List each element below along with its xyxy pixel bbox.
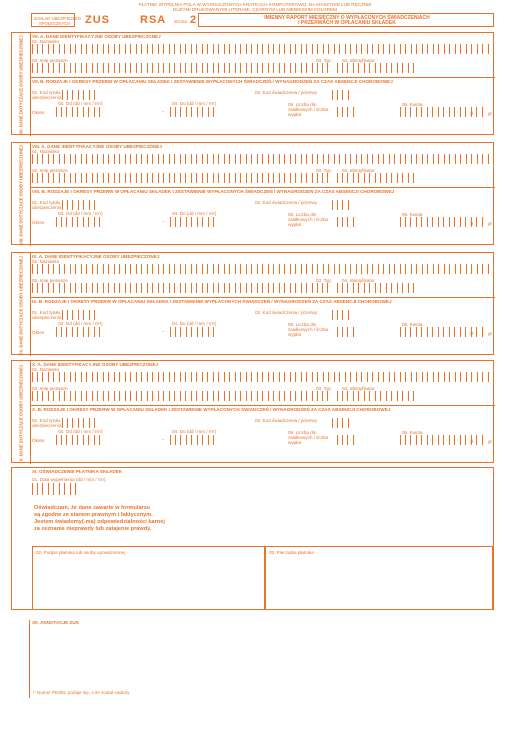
type-label: 03. Typ (316, 168, 331, 173)
days-label-1: 05. Liczba dni (288, 212, 317, 217)
first-name-cells[interactable] (32, 173, 318, 183)
date-from-cells[interactable] (56, 217, 100, 227)
benefit-code-label: 02. Kod świadczenia / przerwy (255, 90, 318, 95)
days-label-2: zasiłkowych / liczba (288, 435, 329, 440)
identifier-cells[interactable] (337, 63, 414, 73)
insurance-code-cells[interactable] (62, 90, 95, 100)
date-from-cells[interactable] (56, 435, 100, 445)
page-number: 2 (190, 14, 198, 26)
side-label: X. DANE DOTYCZĄCE OSOBY UBEZPIECZONEJ (18, 364, 24, 461)
b-section-title: X. B. RODZAJE I OKRESY PRZERW W OPŁACANIU SKŁADEK I ZESTAWIENIE WYPŁACONYCH ŚWIADCZEŃ / WYNAGRODZEŃ ZA CZAS ABSENCJI CHOROBOWEJ (32, 407, 391, 412)
title-line1: IMIENNY RAPORT MIESIĘCZNY O WYPŁACONYCH ŚWIADCZENIACH (264, 15, 430, 21)
type-cell[interactable] (322, 63, 328, 73)
side-label-wrap (12, 33, 30, 136)
date-dash: – (162, 219, 165, 224)
surname-label: 01. Nazwisko (32, 149, 60, 154)
footnote: ¹⁾ Numer PESEL podaje się, o ile został nadany. (33, 690, 131, 695)
days-cells[interactable] (337, 217, 354, 227)
ab-divider (30, 405, 495, 406)
days-label-3: wypłat (288, 112, 302, 117)
insurance-code-label-1: 01. Kod tytułu (32, 310, 61, 315)
ab-divider (30, 187, 495, 188)
side-divider (30, 361, 31, 464)
zl-label: zł (470, 331, 474, 336)
surname-cells[interactable] (32, 264, 494, 274)
ab-divider (30, 77, 495, 78)
date-to-cells[interactable] (170, 327, 214, 337)
side-label-wrap (12, 143, 30, 246)
first-name-cells[interactable] (32, 391, 318, 401)
surname-label: 01. Nazwisko (32, 39, 60, 44)
statement-line1: Oświadczam, że dane zawarte w formularzu (34, 505, 150, 511)
statement-line3: Jestem świadomy(-ma) odpowiedzialności karnej (34, 519, 165, 525)
identifier-cells[interactable] (337, 173, 414, 183)
surname-cells[interactable] (32, 154, 494, 164)
b-section-title: VIII. B. RODZAJE I OKRESY PRZERW W OPŁACANIU SKŁADEK I ZESTAWIENIE WYPŁACONYCH ŚWIADCZEŃ / WYNAGRODZEŃ ZA CZAS ABSENCJI CHOROBOWEJ (32, 189, 395, 194)
signature-label: 02. Podpis płatnika lub osoby upoważnionej (36, 550, 126, 555)
insurance-code-label-1: 01. Kod tytułu (32, 418, 61, 423)
side-divider (30, 253, 31, 356)
amount-label: 06. Kwota (402, 102, 423, 107)
gr-label: gr (488, 221, 493, 226)
a-section-title: IX. A. DANE IDENTYFIKACYJNE OSOBY UBEZPIECZONEJ (32, 254, 160, 259)
date-dash: – (162, 329, 165, 334)
date-to-label: 04. Do (dd / mm / rrrr) (172, 211, 217, 216)
days-label-2: zasiłkowych / liczba (288, 107, 329, 112)
zl-label: zł (470, 439, 474, 444)
days-label-3: wypłat (288, 332, 302, 337)
side-label-wrap (12, 253, 30, 356)
side-label-wrap (12, 361, 30, 464)
days-label-1: 05. Liczba dni (288, 102, 317, 107)
surname-label: 01. Nazwisko (32, 367, 60, 372)
side-label: IX. DANE DOTYCZĄCE OSOBY UBEZPIECZONEJ (18, 255, 24, 354)
identifier-cells[interactable] (337, 391, 414, 401)
stamp-label: 03. Pieczątka płatnika (269, 550, 314, 555)
date-to-label: 04. Do (dd / mm / rrrr) (172, 429, 217, 434)
benefit-code-cells[interactable] (332, 90, 349, 100)
insurance-code-cells[interactable] (62, 310, 95, 320)
first-name-label: 02. Imię pierwsze (32, 278, 68, 283)
benefit-code-cells[interactable] (332, 200, 349, 210)
identifier-label: 04. Identyfikator (342, 278, 375, 283)
period-label: Okres (32, 220, 45, 225)
a-section-title: VIII. A. DANE IDENTYFIKACYJNE OSOBY UBEZPIECZONEJ (32, 144, 162, 149)
form-note-line1: PŁATNIK WYPEŁNIA POLA W WYZNACZONYCH KRATKACH KOMPUTEROWO, NA MASZYNIE LUB RĘCZNIE (138, 2, 372, 7)
section-xi-title: XI. OŚWIADCZENIE PŁATNIKA SKŁADEK (32, 469, 123, 474)
benefit-code-label: 02. Kod świadczenia / przerwy (255, 418, 318, 423)
type-label: 03. Typ (316, 58, 331, 63)
identifier-label: 04. Identyfikator (342, 58, 375, 63)
date-to-label: 04. Do (dd / mm / rrrr) (172, 321, 217, 326)
type-cell[interactable] (322, 283, 328, 293)
amount-label: 06. Kwota (402, 212, 423, 217)
section-xi (11, 467, 494, 610)
side-label: VII. DANE DOTYCZĄCE OSOBY UBEZPIECZONEJ (18, 34, 24, 135)
date-from-label: 03. Od (dd / mm / rrrr) (58, 101, 103, 106)
type-cell[interactable] (322, 173, 328, 183)
days-label-2: zasiłkowych / liczba (288, 327, 329, 332)
benefit-code-cells[interactable] (332, 310, 349, 320)
signature-box[interactable] (32, 546, 265, 610)
title-line2: I PRZERWACH W OPŁACANIU SKŁADEK (298, 20, 396, 26)
benefit-code-label: 02. Kod świadczenia / przerwy (255, 310, 318, 315)
type-label: 03. Typ (316, 278, 331, 283)
a-section-title: VII. A. DANE IDENTYFIKACYJNE OSOBY UBEZPIECZONEJ (32, 34, 161, 39)
insurance-code-label-2: ubezpieczenia (32, 315, 62, 320)
title-box (198, 13, 494, 27)
stamp-box[interactable] (265, 546, 493, 610)
date-to-cells[interactable] (170, 435, 214, 445)
days-label-3: wypłat (288, 440, 302, 445)
zus-label-line1: ZAKŁAD UBEZPIECZEŃ (34, 16, 81, 21)
section-xii-border (29, 620, 30, 698)
type-label: 03. Typ (316, 386, 331, 391)
first-name-label: 02. Imię pierwsze (32, 386, 68, 391)
statement-line4: za zeznanie nieprawdy lub zatajenie prawdy. (34, 526, 152, 532)
zl-label: zł (470, 111, 474, 116)
gr-label: gr (488, 439, 493, 444)
date-dash: – (162, 437, 165, 442)
insurance-code-cells[interactable] (62, 418, 95, 428)
amount-label: 06. Kwota (402, 430, 423, 435)
person-block (11, 360, 494, 463)
days-cells[interactable] (337, 327, 354, 337)
period-label: Okres (32, 110, 45, 115)
insurance-code-label-2: ubezpieczenia (32, 95, 62, 100)
date-dash: – (162, 109, 165, 114)
insurance-code-cells[interactable] (62, 200, 95, 210)
insurance-code-label-1: 01. Kod tytułu (32, 90, 61, 95)
insurance-code-label-1: 01. Kod tytułu (32, 200, 61, 205)
b-section-title: VII. B. RODZAJE I OKRESY PRZERW W OPŁACANIU SKŁADEK I ZESTAWIENIE WYPŁACONYCH ŚWIADCZEŃ / WYNAGRODZEŃ ZA CZAS ABSENCJI CHOROBOWEJ (32, 79, 393, 84)
benefit-code-cells[interactable] (332, 418, 349, 428)
section-xii-title: XII. ADNOTACJE ZUS (32, 620, 79, 625)
zus-code: ZUS (85, 14, 110, 26)
fill-date-label: 01. Data wypełnienia (dd / mm / rrrr) (32, 477, 106, 482)
benefit-code-label: 02. Kod świadczenia / przerwy (255, 200, 318, 205)
date-to-label: 04. Do (dd / mm / rrrr) (172, 101, 217, 106)
person-block (11, 142, 494, 245)
date-from-label: 03. Od (dd / mm / rrrr) (58, 429, 103, 434)
period-label: Okres (32, 330, 45, 335)
first-name-label: 02. Imię pierwsze (32, 58, 68, 63)
side-label: VIII. DANE DOTYCZĄCE OSOBY UBEZPIECZONEJ (18, 144, 24, 245)
type-cell[interactable] (322, 391, 328, 401)
person-block (11, 32, 494, 135)
fill-date-cells[interactable] (32, 483, 76, 495)
days-cells[interactable] (337, 107, 354, 117)
gr-label: gr (488, 331, 493, 336)
form-note-line2: DUŻYMI DRUKOWANYMI LITERAMI, CZARNYM LUB NIEBIESKIM KOLOREM (173, 7, 337, 12)
form-code-rsa: RSA (140, 14, 167, 26)
period-label: Okres (32, 438, 45, 443)
first-name-label: 02. Imię pierwsze (32, 168, 68, 173)
date-from-cells[interactable] (56, 107, 100, 117)
side-divider (30, 33, 31, 136)
zus-label-line2: SPOŁECZNYCH (39, 21, 71, 26)
date-to-cells[interactable] (170, 217, 214, 227)
days-label-1: 05. Liczba dni (288, 430, 317, 435)
ab-divider (30, 297, 495, 298)
identifier-label: 04. Identyfikator (342, 168, 375, 173)
date-from-label: 03. Od (dd / mm / rrrr) (58, 321, 103, 326)
insurance-code-label-2: ubezpieczenia (32, 205, 62, 210)
surname-label: 01. Nazwisko (32, 259, 60, 264)
days-label-2: zasiłkowych / liczba (288, 217, 329, 222)
first-name-cells[interactable] (32, 63, 318, 73)
side-divider (30, 143, 31, 246)
days-label-3: wypłat (288, 222, 302, 227)
surname-cells[interactable] (32, 372, 494, 382)
identifier-label: 04. Identyfikator (342, 386, 375, 391)
date-from-cells[interactable] (56, 327, 100, 337)
surname-cells[interactable] (32, 44, 494, 54)
days-cells[interactable] (337, 435, 354, 445)
first-name-cells[interactable] (32, 283, 318, 293)
identifier-cells[interactable] (337, 283, 414, 293)
zus-label-box (31, 13, 81, 27)
date-from-label: 03. Od (dd / mm / rrrr) (58, 211, 103, 216)
person-block (11, 252, 494, 355)
days-label-1: 05. Liczba dni (288, 322, 317, 327)
insurance-code-label-2: ubezpieczenia (32, 423, 62, 428)
b-section-title: IX. B. RODZAJE I OKRESY PRZERW W OPŁACANIU SKŁADEK I ZESTAWIENIE WYPŁACONYCH ŚWIADCZEŃ / WYNAGRODZEŃ ZA CZAS ABSENCJI CHOROBOWEJ (32, 299, 392, 304)
gr-label: gr (488, 111, 493, 116)
date-to-cells[interactable] (170, 107, 214, 117)
amount-label: 06. Kwota (402, 322, 423, 327)
a-section-title: X. A. DANE IDENTYFIKACYJNE OSOBY UBEZPIECZONEJ (32, 362, 159, 367)
page-label: strona (174, 19, 187, 24)
statement-line2: są zgodne ze stanem prawnym i faktycznym. (34, 512, 153, 518)
zl-label: zł (470, 221, 474, 226)
